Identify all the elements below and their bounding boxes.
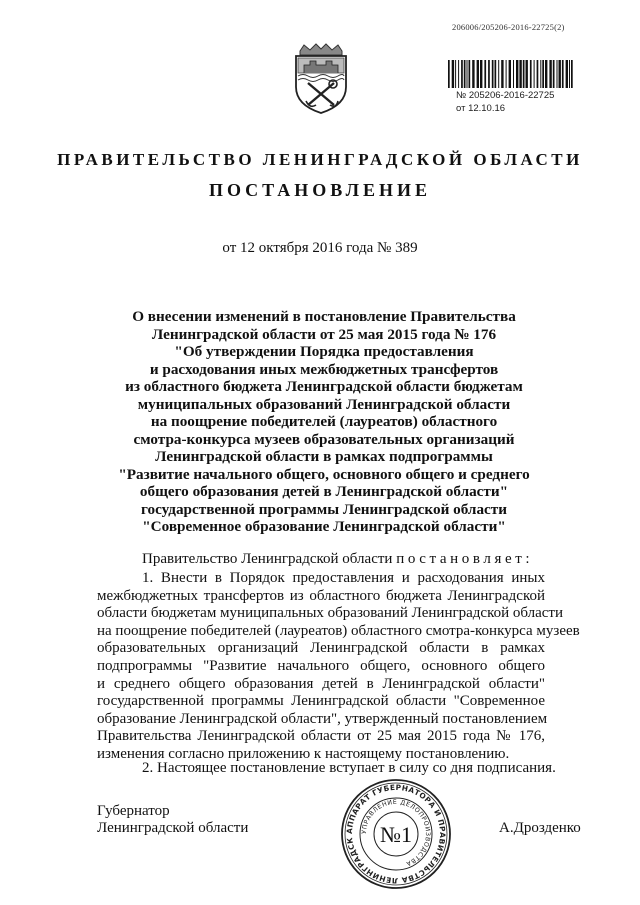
body-line: Правительства Ленинградской области от 25 мая 2015 года № 176, (97, 728, 545, 745)
title-line: "Об утверждении Порядка предоставления (174, 343, 474, 360)
title-line: муниципальных образований Ленинградской области (137, 395, 511, 413)
stamp-number: №1 (380, 822, 412, 847)
barcode-bar (495, 60, 497, 88)
barcode-bar (542, 60, 544, 88)
preamble (142, 551, 533, 568)
signatory-title: Губернатор (97, 803, 170, 819)
body-line: государственной программы Ленинградской области "Современное (97, 693, 545, 710)
registration-number: № 205206-2016-22725 (456, 90, 555, 101)
document-date: от 12 октября 2016 года № 389 (222, 240, 418, 256)
body-line: образовательных организаций Ленинградской области в рамках (97, 640, 545, 657)
barcode-bar (455, 60, 456, 88)
preamble-verb: постановляет: (396, 551, 534, 567)
barcode-bar (513, 60, 514, 88)
title-line: государственной программы Ленинградской области (140, 500, 507, 518)
barcode-bar (448, 60, 450, 88)
barcode-bar (566, 60, 568, 88)
barcode-bar (452, 60, 454, 88)
title-line: Ленинградской области в рамках подпрограммы (155, 448, 493, 465)
barcode-bar (467, 60, 468, 88)
barcode-bar (545, 60, 547, 88)
barcode-bar (469, 60, 471, 88)
body-line: и среднего общего образования детей в Ленинградской области" (97, 675, 545, 692)
barcode-bar (477, 60, 479, 88)
barcode-bar (509, 60, 511, 88)
reference-number: 206006/205206-2016-22725(2) (452, 22, 565, 32)
barcode-bar (472, 60, 474, 88)
barcode-bar (534, 60, 535, 88)
official-stamp (340, 778, 452, 890)
paragraph-1 (97, 570, 580, 764)
barcode-bar (553, 60, 555, 88)
barcode-bar (557, 60, 558, 88)
barcode-bar (506, 60, 507, 88)
title-line: Ленинградской области от 25 мая 2015 года № 176 (151, 325, 497, 343)
coat-of-arms-icon (286, 43, 356, 115)
body-line: области бюджетам муниципальных образований Ленинградской области (97, 605, 564, 622)
barcode-bar (484, 60, 486, 88)
barcode-bar (492, 60, 494, 88)
barcode-bar (559, 60, 561, 88)
barcode-bar (498, 60, 499, 88)
barcode-bar (501, 60, 503, 88)
barcode-bar (540, 60, 541, 88)
title-line: и расходования иных межбюджетных трансфертов (149, 360, 499, 378)
document-title (96, 308, 552, 536)
body-line: образование Ленинградской области", утвержденный постановлением (97, 710, 548, 727)
stamp-inner-text: УПРАВЛЕНИЕ ДЕЛОПРОИЗВОДСТВА (360, 798, 432, 868)
signatory-name: А.Дрозденко (499, 820, 581, 836)
issuing-authority: ПРАВИТЕЛЬСТВО ЛЕНИНГРАДСКОЙ ОБЛАСТИ (57, 150, 583, 169)
title-line: смотра-конкурса музеев образовательных организаций (133, 430, 515, 448)
title-line: О внесении изменений в постановление Правительства (132, 308, 516, 325)
barcode-bar (530, 60, 532, 88)
barcode-bar (523, 60, 525, 88)
body-line: на поощрение победителей (лауреатов) областного смотра-конкурса музеев (97, 622, 580, 639)
body-line: изменения согласно приложению к настоящему постановлению. (97, 745, 510, 762)
document-type: ПОСТАНОВЛЕНИЕ (208, 180, 432, 200)
barcode-bar (562, 60, 564, 88)
barcode-bar (519, 60, 521, 88)
title-line: "Современное образование Ленинградской области" (142, 518, 506, 535)
barcode-bar (461, 60, 463, 88)
registration-date: от 12.10.16 (456, 103, 506, 114)
barcode-bar (537, 60, 539, 88)
barcode-bar (549, 60, 551, 88)
stamp-ring-text: АППАРАТ ГУБЕРНАТОРА И ПРАВИТЕЛЬСТВА ЛЕНИНГРАДСК (344, 782, 448, 886)
barcode-bar (569, 60, 570, 88)
title-line: общего образования детей в Ленинградской области" (139, 483, 509, 500)
barcode-bar (516, 60, 518, 88)
barcode-bar (464, 60, 466, 88)
title-line: из областного бюджета Ленинградской области бюджетам (125, 378, 523, 395)
barcode-bar (526, 60, 528, 88)
barcode-bar (458, 60, 459, 88)
barcode-bar (480, 60, 482, 88)
barcode-bar (571, 60, 573, 88)
preamble-text: Правительство Ленинградской области (142, 551, 393, 567)
body-line: подпрограммы "Развитие начального общего, основного общего (97, 657, 545, 674)
paragraph-2: 2. Настоящее постановление вступает в силу со дня подписания. (142, 760, 556, 776)
body-line: 1. Внести в Порядок предоставления и расходования иных (142, 570, 545, 586)
title-line: "Развитие начального общего, основного общего и среднего (118, 465, 530, 483)
body-line: межбюджетных трансфертов из областного бюджета Ленинградской (97, 587, 545, 604)
signatory-region: Ленинградской области (97, 820, 249, 836)
barcode (448, 60, 574, 88)
title-line: на поощрение победителей (лауреатов) областного (150, 413, 498, 430)
barcode-bar (488, 60, 490, 88)
